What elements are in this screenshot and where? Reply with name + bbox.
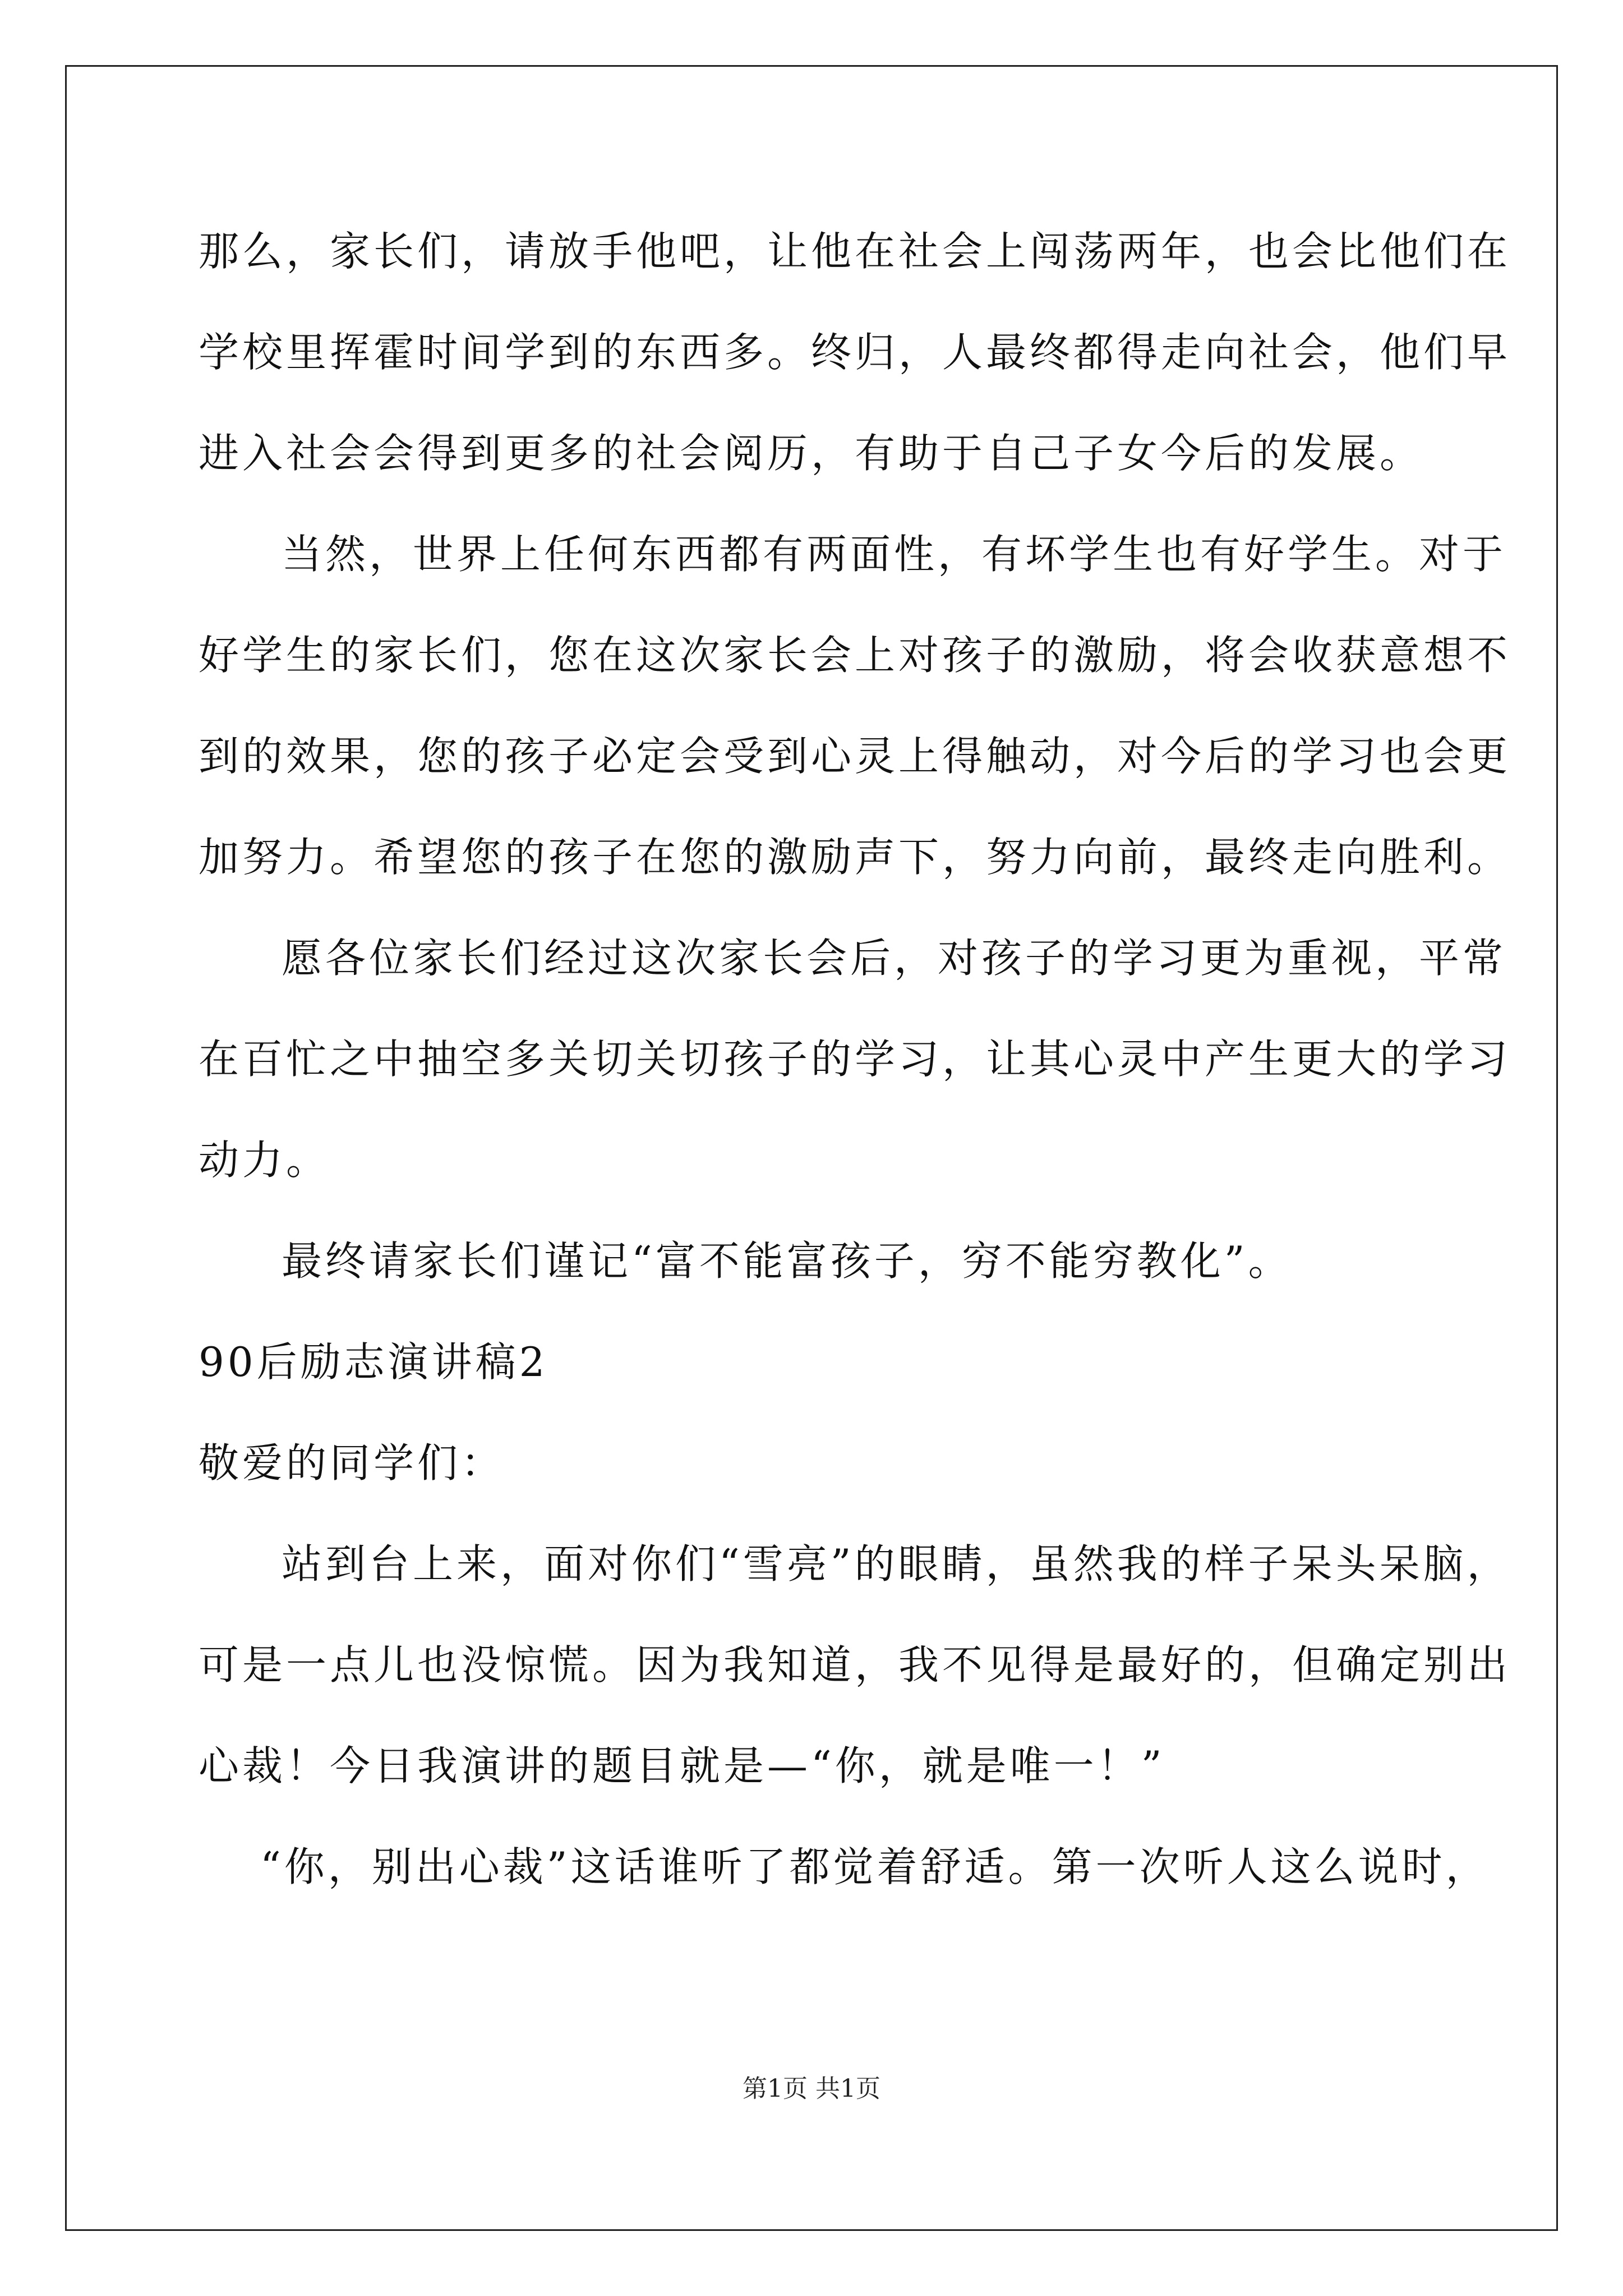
paragraph-line: 愿各位家长们经过这次家长会后，对孩子的学习更为重视，平常 — [282, 935, 1507, 982]
paragraph-line: 当然，世界上任何东西都有两面性，有坏学生也有好学生。对于 — [282, 531, 1507, 578]
paragraph-line: 可是一点儿也没惊慌。因为我知道，我不见得是最好的，但确定别出 — [199, 1641, 1511, 1688]
paragraph-line: 学校里挥霍时间学到的东西多。终归，人最终都得走向社会，他们早 — [199, 329, 1511, 376]
paragraph-line: 好学生的家长们，您在这次家长会上对孩子的激励，将会收获意想不 — [199, 632, 1511, 679]
paragraph-line: 在百忙之中抽空多关切关切孩子的学习，让其心灵中产生更大的学习 — [199, 1036, 1511, 1083]
paragraph-line: “你，别出心裁”这话谁听了都觉着舒适。第一次听人这么说时， — [260, 1843, 1490, 1890]
paragraph-line: 心裁！今日我演讲的题目就是—“你，就是唯一！” — [199, 1742, 1165, 1789]
section-heading: 90后励志演讲稿2 — [199, 1338, 548, 1386]
paragraph-line: 站到台上来，面对你们“雪亮”的眼睛，虽然我的样子呆头呆脑， — [282, 1540, 1511, 1588]
salutation: 敬爱的同学们： — [199, 1439, 505, 1487]
paragraph-line: 到的效果，您的孩子必定会受到心灵上得触动，对今后的学习也会更 — [199, 733, 1511, 780]
paragraph-line: 动力。 — [199, 1137, 330, 1184]
paragraph-line: 加努力。希望您的孩子在您的激励声下，努力向前，最终走向胜利。 — [199, 834, 1511, 881]
paragraph-line: 最终请家长们谨记“富不能富孩子，穷不能穷教化”。 — [282, 1237, 1292, 1285]
paragraph-line: 进入社会会得到更多的社会阅历，有助于自己子女今后的发展。 — [199, 430, 1424, 477]
paragraph-line: 那么，家长们，请放手他吧，让他在社会上闯荡两年，也会比他们在 — [199, 228, 1511, 275]
page-footer: 第1页 共1页 — [743, 2074, 880, 2103]
